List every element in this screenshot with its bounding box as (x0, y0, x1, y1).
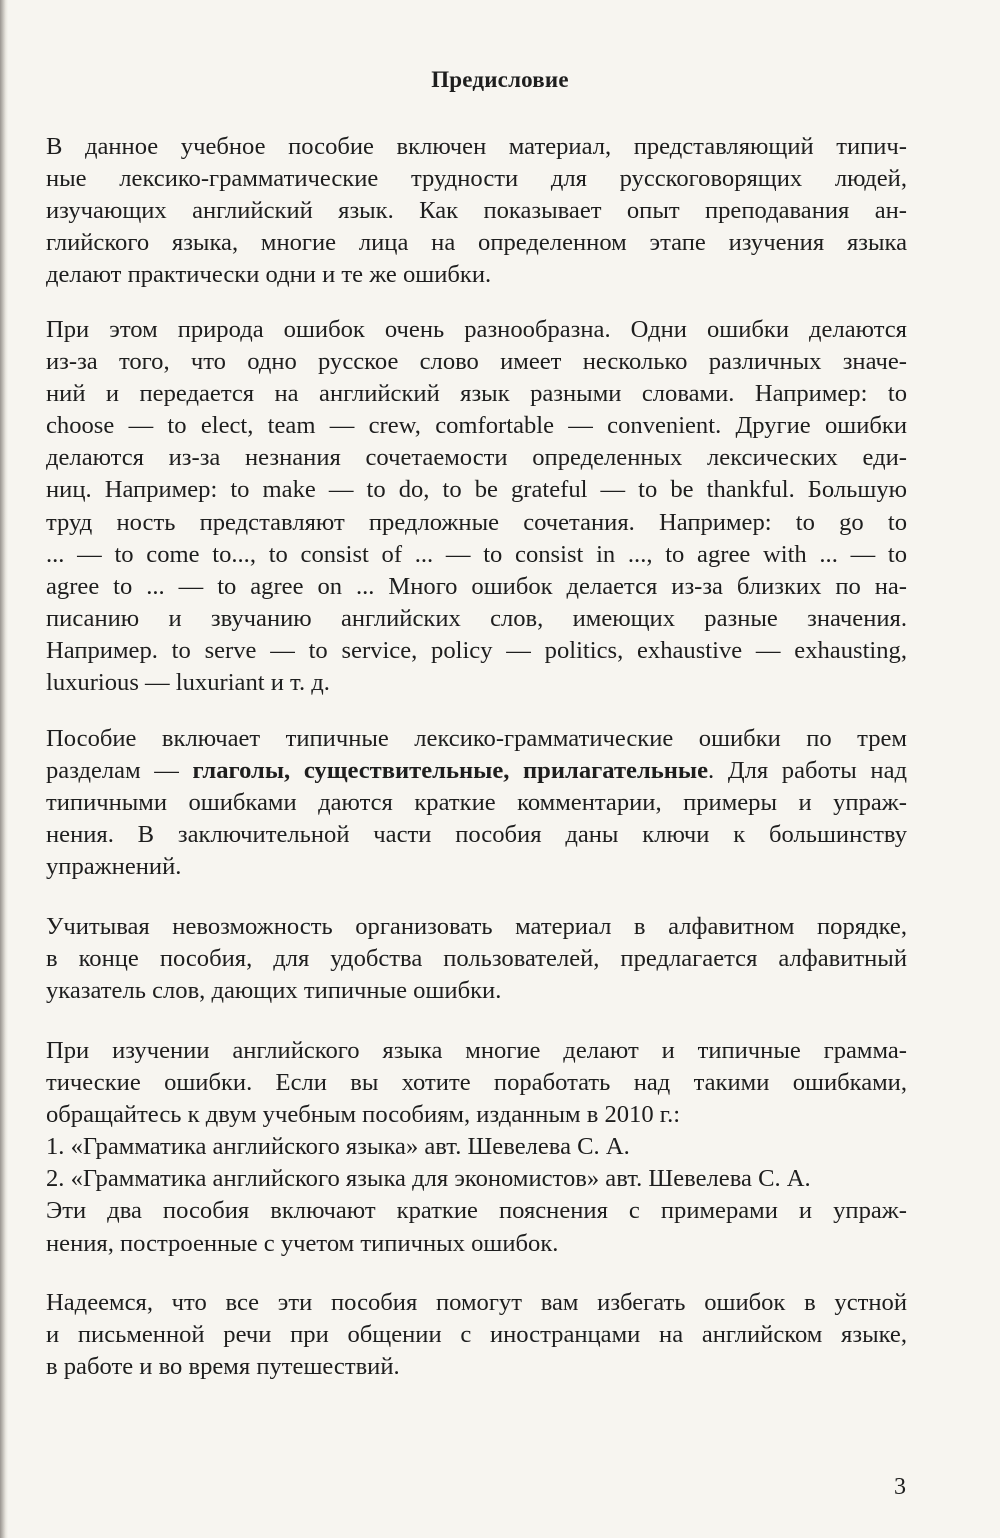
page-number: 3 (894, 1474, 906, 1500)
page-title: Предисловие (431, 67, 569, 92)
text-line: нения, построенные с учетом типичных ошибок. (46, 1229, 559, 1257)
page-binding-edge (0, 0, 8, 1538)
text-line: и письменной речи при общении с иностранцами на английском языке, (46, 1321, 907, 1349)
text-line: нения. В заключительной части пособия даны ключи к большинству (46, 821, 907, 849)
text-line: ниц. Например: to make — to do, to be grateful — to be thankful. Большую (46, 476, 907, 504)
text-line: 2. «Грамматика английского языка для экономистов» авт. Шевелева С. А. (46, 1165, 811, 1193)
paragraph-error-types (46, 314, 907, 699)
paragraph-grammar-books (46, 1035, 907, 1260)
paragraph-intro (46, 131, 907, 291)
text-line: ... — to come to..., to consist of ... — to consist in ..., to agree with ... — to (46, 540, 907, 568)
paragraph-sections (46, 723, 907, 883)
text-line: труд ность представляют предложные сочетания. Например: to go to (46, 508, 907, 536)
text-line: упражнений. (46, 853, 182, 881)
text-line: luxurious — luxuriant и т. д. (46, 669, 330, 697)
text-line: в работе и во время путешествий. (46, 1353, 400, 1381)
text-line: В данное учебное пособие включен материал, представляющий типич- (46, 133, 907, 160)
text-line: 1. «Грамматика английского языка» авт. Шевелева С. А. (46, 1133, 630, 1161)
text-line: agree to ... — to agree on ... Много ошибок делается из-за близких по на- (46, 572, 907, 600)
text-line: обращайтесь к двум учебным пособиям, изданным в 2010 г.: (46, 1101, 681, 1129)
text-line: в конце пособия, для удобства пользователей, предлагается алфавитный (46, 945, 907, 973)
text-line-with-bold (46, 755, 907, 787)
text-line: Например. to serve — to service, policy — politics, exhaustive — exhausting, (46, 636, 907, 664)
text-run: разделам — (46, 757, 193, 785)
text-run: . Для работы над (708, 757, 907, 785)
text-line: ные лексико-грамматические трудности для русскоговорящих людей, (46, 165, 907, 193)
text-line: Пособие включает типичные лексико-грамматические ошибки по трем (46, 725, 907, 752)
text-line: Учитывая невозможность организовать материал в алфавитном порядке, (46, 913, 907, 940)
text-line: При этом природа ошибок очень разнообразна. Одни ошибки делаются (46, 316, 907, 343)
text-line: типичными ошибками даются краткие комментарии, примеры и упраж- (46, 789, 907, 817)
text-line: из-за того, что одно русское слово имеет несколько различных значе- (46, 348, 907, 376)
bold-sections-list: глаголы, существительные, прилагательные (192, 757, 709, 785)
text-line: Эти два пособия включают краткие пояснения с примерами и упраж- (46, 1197, 907, 1225)
text-line: choose — to elect, team — crew, comfortable — convenient. Другие ошибки (46, 412, 907, 440)
text-line: писанию и звучанию английских слов, имеющих разные значения. (46, 604, 907, 632)
text-line: указатель слов, дающих типичные ошибки. (46, 977, 502, 1005)
text-line: делают практически одни и те же ошибки. (46, 261, 492, 289)
text-line: делаются из-за незнания сочетаемости определенных лексических еди- (46, 444, 907, 472)
text-line: тические ошибки. Если вы хотите поработать над такими ошибками, (46, 1069, 907, 1097)
paragraph-closing (46, 1287, 907, 1383)
paragraph-index (46, 911, 907, 1007)
text-line: При изучении английского языка многие делают и типичные грамма- (46, 1037, 907, 1064)
text-line: изучающих английский язык. Как показывает опыт преподавания ан- (46, 197, 907, 225)
text-line: ний и передается на английский язык разными словами. Например: to (46, 380, 907, 408)
text-line: Надеемся, что все эти пособия помогут вам избегать ошибок в устной (46, 1289, 907, 1316)
text-line: глийского языка, многие лица на определенном этапе изучения языка (46, 229, 907, 257)
